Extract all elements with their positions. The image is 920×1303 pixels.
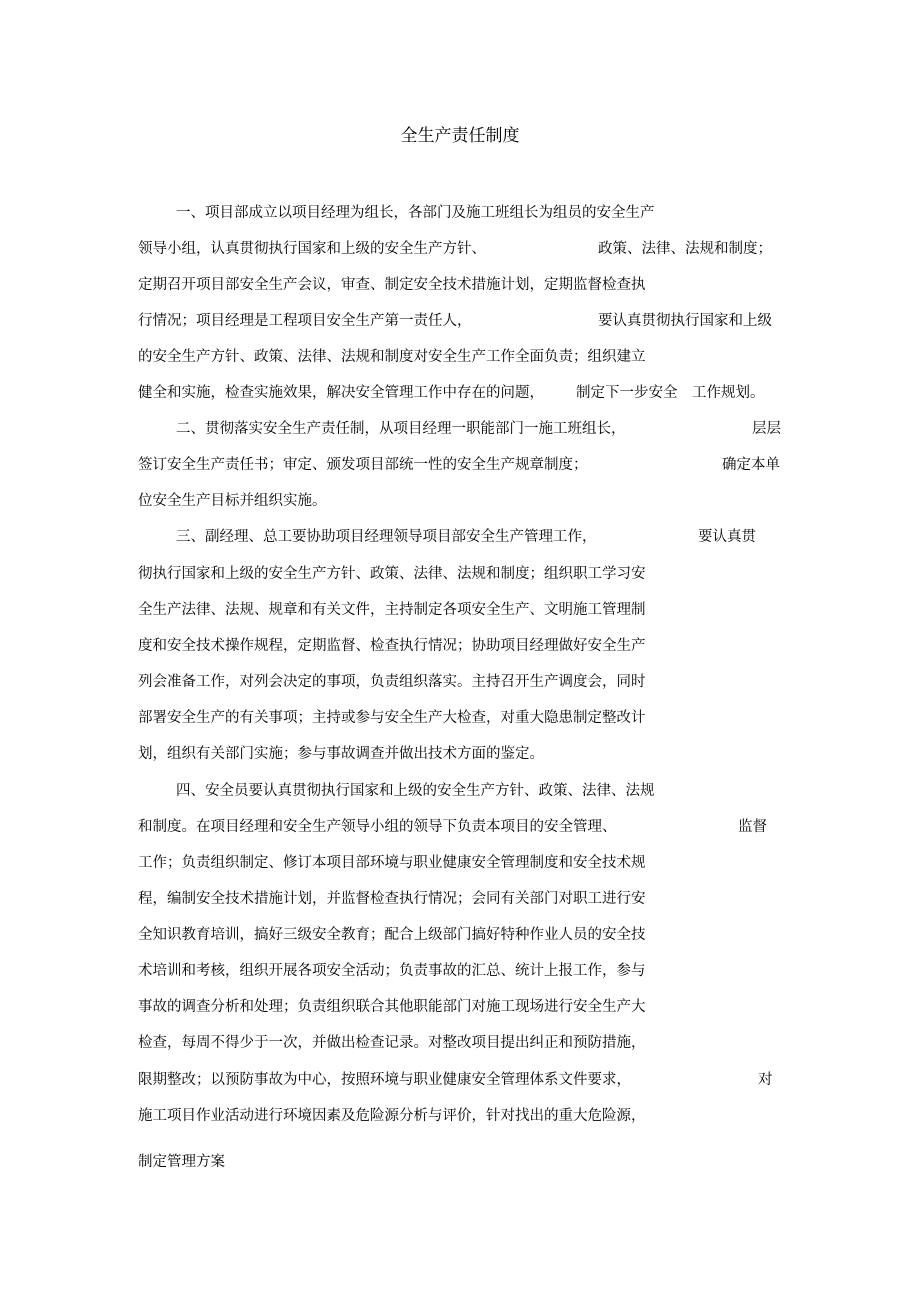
text-line: 二、贯彻落实安全生产责任制，从项目经理一职能部门一施工班组长， — [176, 421, 626, 437]
text-line: 位安全生产目标并组织实施。 — [138, 493, 327, 509]
text-line: 和制度。在项目经理和安全生产领导小组的领导下负责本项目的安全管理、 — [138, 819, 617, 835]
text-line: 层层 — [752, 421, 781, 437]
text-line: 行情况；项目经理是工程项目安全生产第一责任人， — [138, 313, 472, 329]
text-line: 三、副经理、总工要协助项目经理领导项目部安全生产管理工作， — [176, 529, 597, 545]
text-line: 限期整改；以预防事故为中心，按照环境与职业健康安全管理体系文件要求， — [138, 1072, 631, 1088]
text-line: 列会准备工作，对列会决定的事项，负责组织落实。主持召开生产调度会，同时 — [138, 674, 646, 690]
text-line: 全知识教育培训，搞好三级安全教育；配合上级部门搞好特种作业人员的安全技 — [138, 927, 646, 943]
text-line: 程，编制安全技术措施计划，并监督检查执行情况；会同有关部门对职工进行安 — [138, 891, 646, 907]
text-line: 签订安全生产责任书；审定、颁发项目部统一性的安全生产规章制度； — [138, 457, 588, 473]
text-line: 施工项目作业活动进行环境因素及危险源分析与评价，针对找出的重大危险源， — [138, 1108, 646, 1124]
text-line: 要认真贯彻执行国家和上级 — [598, 313, 772, 329]
text-line: 领导小组，认真贯彻执行国家和上级的安全生产方针、 — [138, 241, 486, 257]
text-line: 制定下一步安全 — [576, 385, 678, 401]
text-line: 监督 — [738, 819, 767, 835]
text-line: 术培训和考核，组织开展各项安全活动；负责事故的汇总、统计上报工作，参与 — [138, 963, 646, 979]
text-line: 对 — [758, 1072, 773, 1088]
page-title: 全生产责任制度 — [400, 126, 520, 146]
text-line: 一、项目部成立以项目经理为组长，各部门及施工班组长为组员的安全生产 — [176, 205, 655, 221]
text-line: 度和安全技术操作规程，定期监督、检查执行情况；协助项目经理做好安全生产 — [138, 638, 646, 654]
text-line: 彻执行国家和上级的安全生产方针、政策、法律、法规和制度；组织职工学习安 — [138, 566, 646, 582]
text-line: 政策、法律、法规和制度； — [598, 241, 772, 257]
text-line: 健全和实施，检查实施效果，解决安全管理工作中存在的问题， — [138, 385, 544, 401]
text-line: 的安全生产方针、政策、法律、法规和制度对安全生产工作全面负责；组织建立 — [138, 349, 646, 365]
text-line: 要认真贯 — [698, 529, 756, 545]
text-line: 定期召开项目部安全生产会议，审查、制定安全技术措施计划，定期监督检查执 — [138, 277, 646, 293]
text-line: 全生产法律、法规、规章和有关文件，主持制定各项安全生产、文明施工管理制 — [138, 602, 646, 618]
text-line: 检查，每周不得少于一次，并做出检查记录。对整改项目提出纠正和预防措施， — [138, 1035, 646, 1051]
text-line: 部署安全生产的有关事项；主持或参与安全生产大检查，对重大隐患制定整改计 — [138, 710, 646, 726]
text-line: 确定本单 — [722, 457, 780, 473]
text-line: 工作规划。 — [692, 385, 765, 401]
text-line: 划，组织有关部门实施；参与事故调查并做出技术方面的鉴定。 — [138, 746, 544, 762]
text-line: 制定管理方案 — [138, 1154, 225, 1170]
text-line: 工作；负责组织制定、修订本项目部环境与职业健康安全管理制度和安全技术规 — [138, 855, 646, 871]
text-line: 四、安全员要认真贯彻执行国家和上级的安全生产方针、政策、法律、法规 — [176, 783, 655, 799]
text-line: 事故的调查分析和处理；负责组织联合其他职能部门对施工现场进行安全生产大 — [138, 999, 646, 1015]
